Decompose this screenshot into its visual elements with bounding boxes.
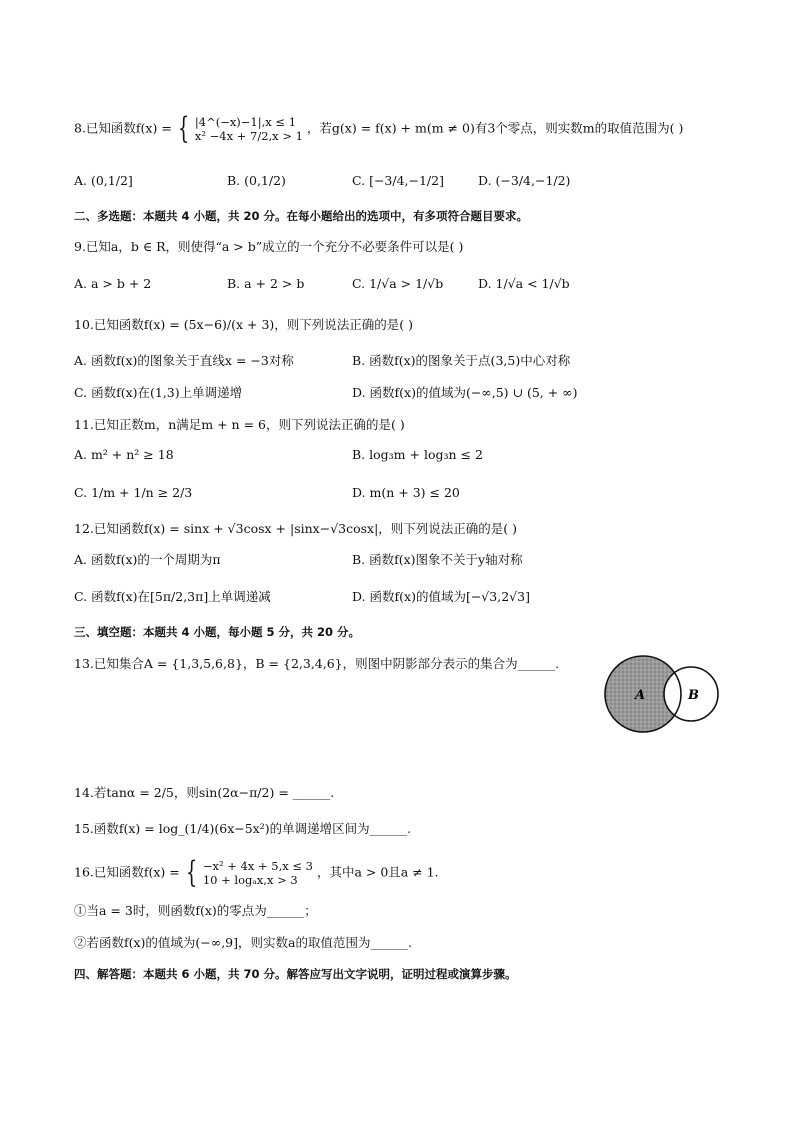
q15-stem: 15.函数f(x) = log_(1/4)(6x−5x²)的单调递增区间为______. (74, 821, 412, 836)
section-3-heading: 三、填空题：本题共 4 小题，每小题 5 分，共 20 分。 (74, 625, 361, 639)
q8-stem (74, 111, 684, 146)
q12-option-c: C. 函数f(x)在[5π/2,3π]上单调递减 (74, 589, 271, 604)
q8-option-c: C. [−3/4,−1/2] (352, 173, 444, 188)
q12-option-a: A. 函数f(x)的一个周期为π (74, 552, 221, 567)
q16-stem (74, 855, 439, 890)
q12-option-b: B. 函数f(x)图象不关于y轴对称 (352, 552, 523, 567)
q9-stem: 9.已知a，b ∈ R，则使得“a > b”成立的一个充分不必要条件可以是( ) (74, 239, 464, 254)
q12-option-d: D. 函数f(x)的值域为[−√3,2√3] (352, 589, 530, 604)
q8-option-a: A. (0,1/2] (74, 173, 133, 188)
q8-piece-2: x² −4x + 7/2,x > 1 (194, 129, 303, 143)
q16-suffix: ，其中a > 0且a ≠ 1. (316, 864, 439, 880)
venn-label-b: B (688, 688, 699, 703)
q8-piece-1: |4^(−x)−1|,x ≤ 1 (194, 115, 297, 129)
q16-sub-1: ①当a = 3时，则函数f(x)的零点为______； (74, 903, 317, 918)
q10-option-b: B. 函数f(x)的图象关于点(3,5)中心对称 (352, 353, 571, 368)
brace-icon: { (177, 111, 190, 146)
q11-stem: 11.已知正数m，n满足m + n = 6，则下列说法正确的是( ) (74, 417, 405, 432)
q16-piece-1: −x² + 4x + 5,x ≤ 3 (202, 859, 313, 873)
q10-stem: 10.已知函数f(x) = (5x−6)/(x + 3)，则下列说法正确的是( ) (74, 317, 414, 332)
q9-option-a: A. a > b + 2 (74, 276, 152, 291)
q8-prefix: 8.已知函数f(x) = (74, 120, 172, 136)
q9-option-d: D. 1/√a < 1/√b (478, 276, 570, 291)
q9-option-c: C. 1/√a > 1/√b (352, 276, 444, 291)
q13-stem: 13.已知集合A = {1,3,5,6,8}，B = {2,3,4,6}，则图中阴影部分表示的集合为______. (74, 656, 560, 671)
section-2-heading: 二、多选题：本题共 4 小题，共 20 分。在每小题给出的选项中，有多项符合题目要求。 (74, 209, 529, 223)
q8-option-d: D. (−3/4,−1/2) (478, 173, 571, 188)
q11-option-a: A. m² + n² ≥ 18 (74, 447, 174, 462)
q12-stem: 12.已知函数f(x) = sinx + √3cosx + |sinx−√3cosx|，则下列说法正确的是( ) (74, 521, 518, 536)
q16-piecewise (203, 859, 313, 887)
section-4-heading: 四、解答题：本题共 6 小题，共 70 分。解答应写出文字说明，证明过程或演算步骤。 (74, 967, 517, 981)
q10-option-d: D. 函数f(x)的值域为(−∞,5) ∪ (5, + ∞) (352, 385, 578, 400)
q10-option-c: C. 函数f(x)在(1,3)上单调递增 (74, 385, 243, 400)
venn-label-a: A (635, 688, 646, 703)
q9-option-b: B. a + 2 > b (227, 276, 305, 291)
brace-icon: { (185, 855, 198, 890)
q16-sub-2: ②若函数f(x)的值域为(−∞,9]，则实数a的取值范围为______. (74, 935, 412, 950)
q14-stem: 14.若tanα = 2/5，则sin(2α−π/2) = ______. (74, 785, 335, 800)
q16-prefix: 16.已知函数f(x) = (74, 864, 180, 880)
q8-piecewise (195, 115, 303, 143)
q11-option-d: D. m(n + 3) ≤ 20 (352, 485, 460, 500)
q11-option-c: C. 1/m + 1/n ≥ 2/3 (74, 485, 193, 500)
q10-option-a: A. 函数f(x)的图象关于直线x = −3对称 (74, 353, 294, 368)
venn-diagram (602, 651, 722, 740)
q11-option-b: B. log₃m + log₃n ≤ 2 (352, 447, 483, 462)
q8-suffix: ，若g(x) = f(x) + m(m ≠ 0)有3个零点，则实数m的取值范围为( ) (306, 120, 684, 136)
q16-piece-2: 10 + logₐx,x > 3 (202, 873, 298, 887)
q8-option-b: B. (0,1/2) (227, 173, 286, 188)
